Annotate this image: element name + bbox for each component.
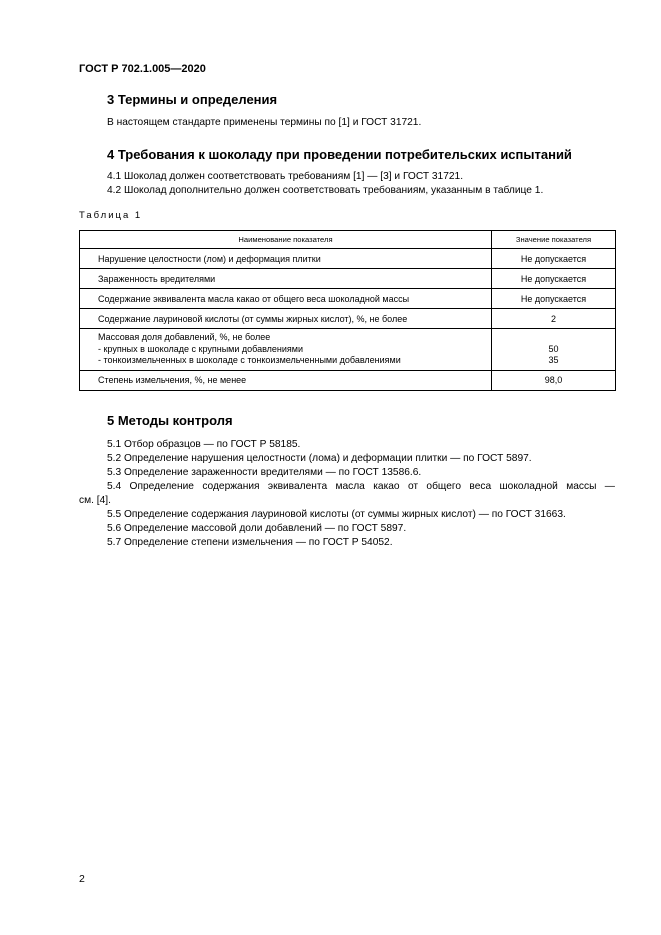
section-5-item-4: 5.4 Определение содержания эквивалента масла какао от общего веса шоколадной массы —: [107, 481, 615, 492]
row-name: Зараженность вредителями: [80, 269, 492, 289]
section-3-text: В настоящем стандарте применены термины по [1] и ГОСТ 31721.: [107, 117, 422, 128]
page-number: 2: [79, 873, 85, 885]
document-code: ГОСТ Р 702.1.005—2020: [79, 63, 206, 75]
row-name: Содержание эквивалента масла какао от общего веса шоколадной массы: [80, 289, 492, 309]
column-header-value: Значение показателя: [492, 231, 616, 249]
section-5-item-7: 5.7 Определение степени измельчения — по ГОСТ Р 54052.: [107, 537, 393, 548]
section-4-title: 4 Требования к шоколаду при проведении потребительских испытаний: [107, 147, 572, 162]
section-4-item-1: 4.1 Шоколад должен соответствовать требованиям [1] — [3] и ГОСТ 31721.: [107, 171, 464, 182]
row-name-line: - крупных в шоколаде с крупными добавлениями: [98, 343, 304, 354]
row-value-line: 35: [548, 355, 559, 365]
row-name: Степень измельчения, %, не менее: [80, 370, 492, 390]
row-value: Не допускается: [492, 249, 616, 269]
table-row: [80, 289, 616, 309]
table-row: [80, 370, 616, 390]
row-value-line: 50: [548, 343, 559, 354]
row-name-line: Массовая доля добавлений, %, не более: [98, 332, 271, 342]
row-value: 98,0: [492, 370, 616, 390]
requirements-table: [79, 230, 616, 391]
row-name: [80, 329, 492, 371]
section-3-title: 3 Термины и определения: [107, 92, 278, 107]
table-header-row: [80, 231, 616, 249]
section-5-item-2: 5.2 Определение нарушения целостности (лома) и деформации плитки — по ГОСТ 5897.: [107, 453, 532, 464]
table-row: [80, 329, 616, 371]
section-5-item-6: 5.6 Определение массовой доли добавлений — по ГОСТ 5897.: [107, 523, 407, 534]
section-5-title: 5 Методы контроля: [107, 413, 233, 428]
row-value: 2: [492, 309, 616, 329]
section-4-item-2: 4.2 Шоколад дополнительно должен соответствовать требованиям, указанным в таблице 1.: [107, 185, 544, 196]
column-header-name: Наименование показателя: [80, 231, 492, 249]
row-name: Содержание лауриновой кислоты (от суммы жирных кислот), %, не более: [80, 309, 492, 329]
section-5-item-5: 5.5 Определение содержания лауриновой кислоты (от суммы жирных кислот) — по ГОСТ 31663.: [107, 509, 566, 520]
row-name: Нарушение целостности (лом) и деформация плитки: [80, 249, 492, 269]
table-row: [80, 269, 616, 289]
row-value: [492, 329, 616, 371]
table-row: [80, 249, 616, 269]
section-5-item-4-continued: см. [4].: [79, 495, 111, 506]
section-5-item-3: 5.3 Определение зараженности вредителями — по ГОСТ 13586.6.: [107, 467, 422, 478]
table-caption: Таблица 1: [79, 210, 143, 221]
row-name-line: - тонкоизмельченных в шоколаде с тонкоизмельченными добавлениями: [98, 355, 401, 365]
row-value: Не допускается: [492, 269, 616, 289]
table-row: [80, 309, 616, 329]
section-5-item-1: 5.1 Отбор образцов — по ГОСТ Р 58185.: [107, 439, 301, 450]
row-value: Не допускается: [492, 289, 616, 309]
